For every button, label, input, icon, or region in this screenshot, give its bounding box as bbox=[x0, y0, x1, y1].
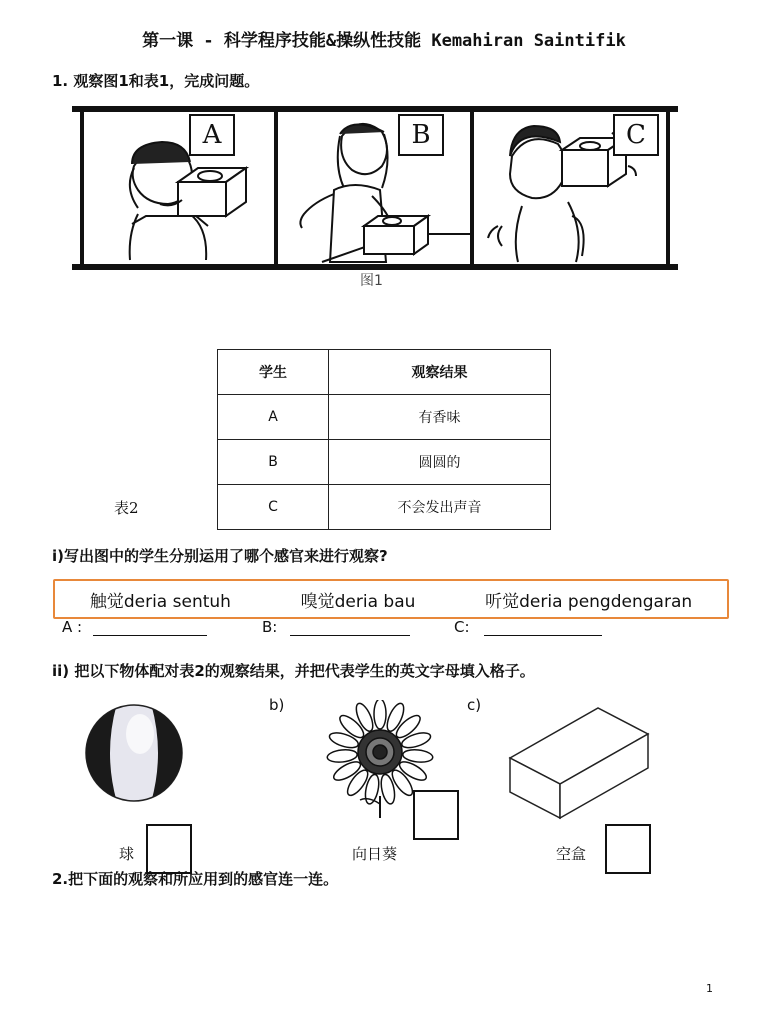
object-label-sunflower: 向日葵 bbox=[352, 845, 398, 863]
table-cell-result: 有香味 bbox=[329, 395, 551, 440]
table-cell-result: 圆圆的 bbox=[329, 440, 551, 485]
object-label-ball: 球 bbox=[119, 845, 135, 863]
table-row bbox=[218, 440, 551, 485]
answer-b-blank[interactable] bbox=[290, 621, 410, 636]
object-marker-b: b) bbox=[269, 696, 285, 714]
figure-1 bbox=[72, 106, 678, 270]
page-title: 第一课 - 科学程序技能&操纵性技能 Kemahiran Saintifik bbox=[142, 31, 626, 51]
table-header-result: 观察结果 bbox=[329, 350, 551, 395]
answer-c-blank[interactable] bbox=[484, 621, 602, 636]
part-i-prompt: i)写出图中的学生分别运用了哪个感官来进行观察? bbox=[52, 547, 388, 565]
figure-caption: 图1 bbox=[360, 273, 383, 289]
figure-label-b: B bbox=[398, 114, 444, 156]
sense-option-hearing: 听觉deria pengdengaran bbox=[485, 591, 693, 612]
part-ii-prompt: ii) 把以下物体配对表2的观察结果，并把代表学生的英文字母填入格子。 bbox=[52, 662, 535, 680]
table-row bbox=[218, 485, 551, 530]
answer-box-empty-box[interactable] bbox=[605, 824, 651, 874]
question-2-prompt: 2.把下面的观察和所应用到的感官连一连。 bbox=[52, 870, 339, 888]
figure-label-c: C bbox=[613, 114, 659, 156]
page-number: 1 bbox=[706, 982, 713, 995]
object-marker-c: c) bbox=[467, 696, 482, 714]
answer-box-sunflower[interactable] bbox=[413, 790, 459, 840]
table-header-row bbox=[218, 350, 551, 395]
answer-a: A : bbox=[62, 618, 207, 636]
ball-image bbox=[84, 700, 184, 806]
sense-option-smell: 嗅觉deria bau bbox=[300, 591, 416, 612]
answer-a-blank[interactable] bbox=[93, 621, 207, 636]
table-row bbox=[218, 395, 551, 440]
figure-label-a: A bbox=[189, 114, 235, 156]
sense-option-touch: 触觉deria sentuh bbox=[89, 591, 231, 612]
question-1-prompt: 1. 观察图1和表1，完成问题。 bbox=[52, 72, 260, 90]
table-cell-result: 不会发出声音 bbox=[329, 485, 551, 530]
answer-box-ball[interactable] bbox=[146, 824, 192, 874]
observation-table bbox=[217, 349, 551, 530]
girl-smelling-box-illustration bbox=[130, 142, 246, 260]
senses-word-bank bbox=[53, 579, 729, 619]
figure-1-illustration bbox=[72, 106, 678, 270]
object-label-empty-box: 空盒 bbox=[556, 845, 587, 863]
table-cell-student: B bbox=[218, 440, 329, 485]
table-cell-student: A bbox=[218, 395, 329, 440]
student-touching-box-illustration bbox=[300, 124, 472, 264]
empty-box-image bbox=[506, 706, 652, 822]
table-cell-student: C bbox=[218, 485, 329, 530]
answer-b: B: bbox=[262, 618, 410, 636]
table-caption: 表2 bbox=[114, 499, 139, 517]
answer-c: C: bbox=[454, 618, 602, 636]
table-header-student: 学生 bbox=[218, 350, 329, 395]
